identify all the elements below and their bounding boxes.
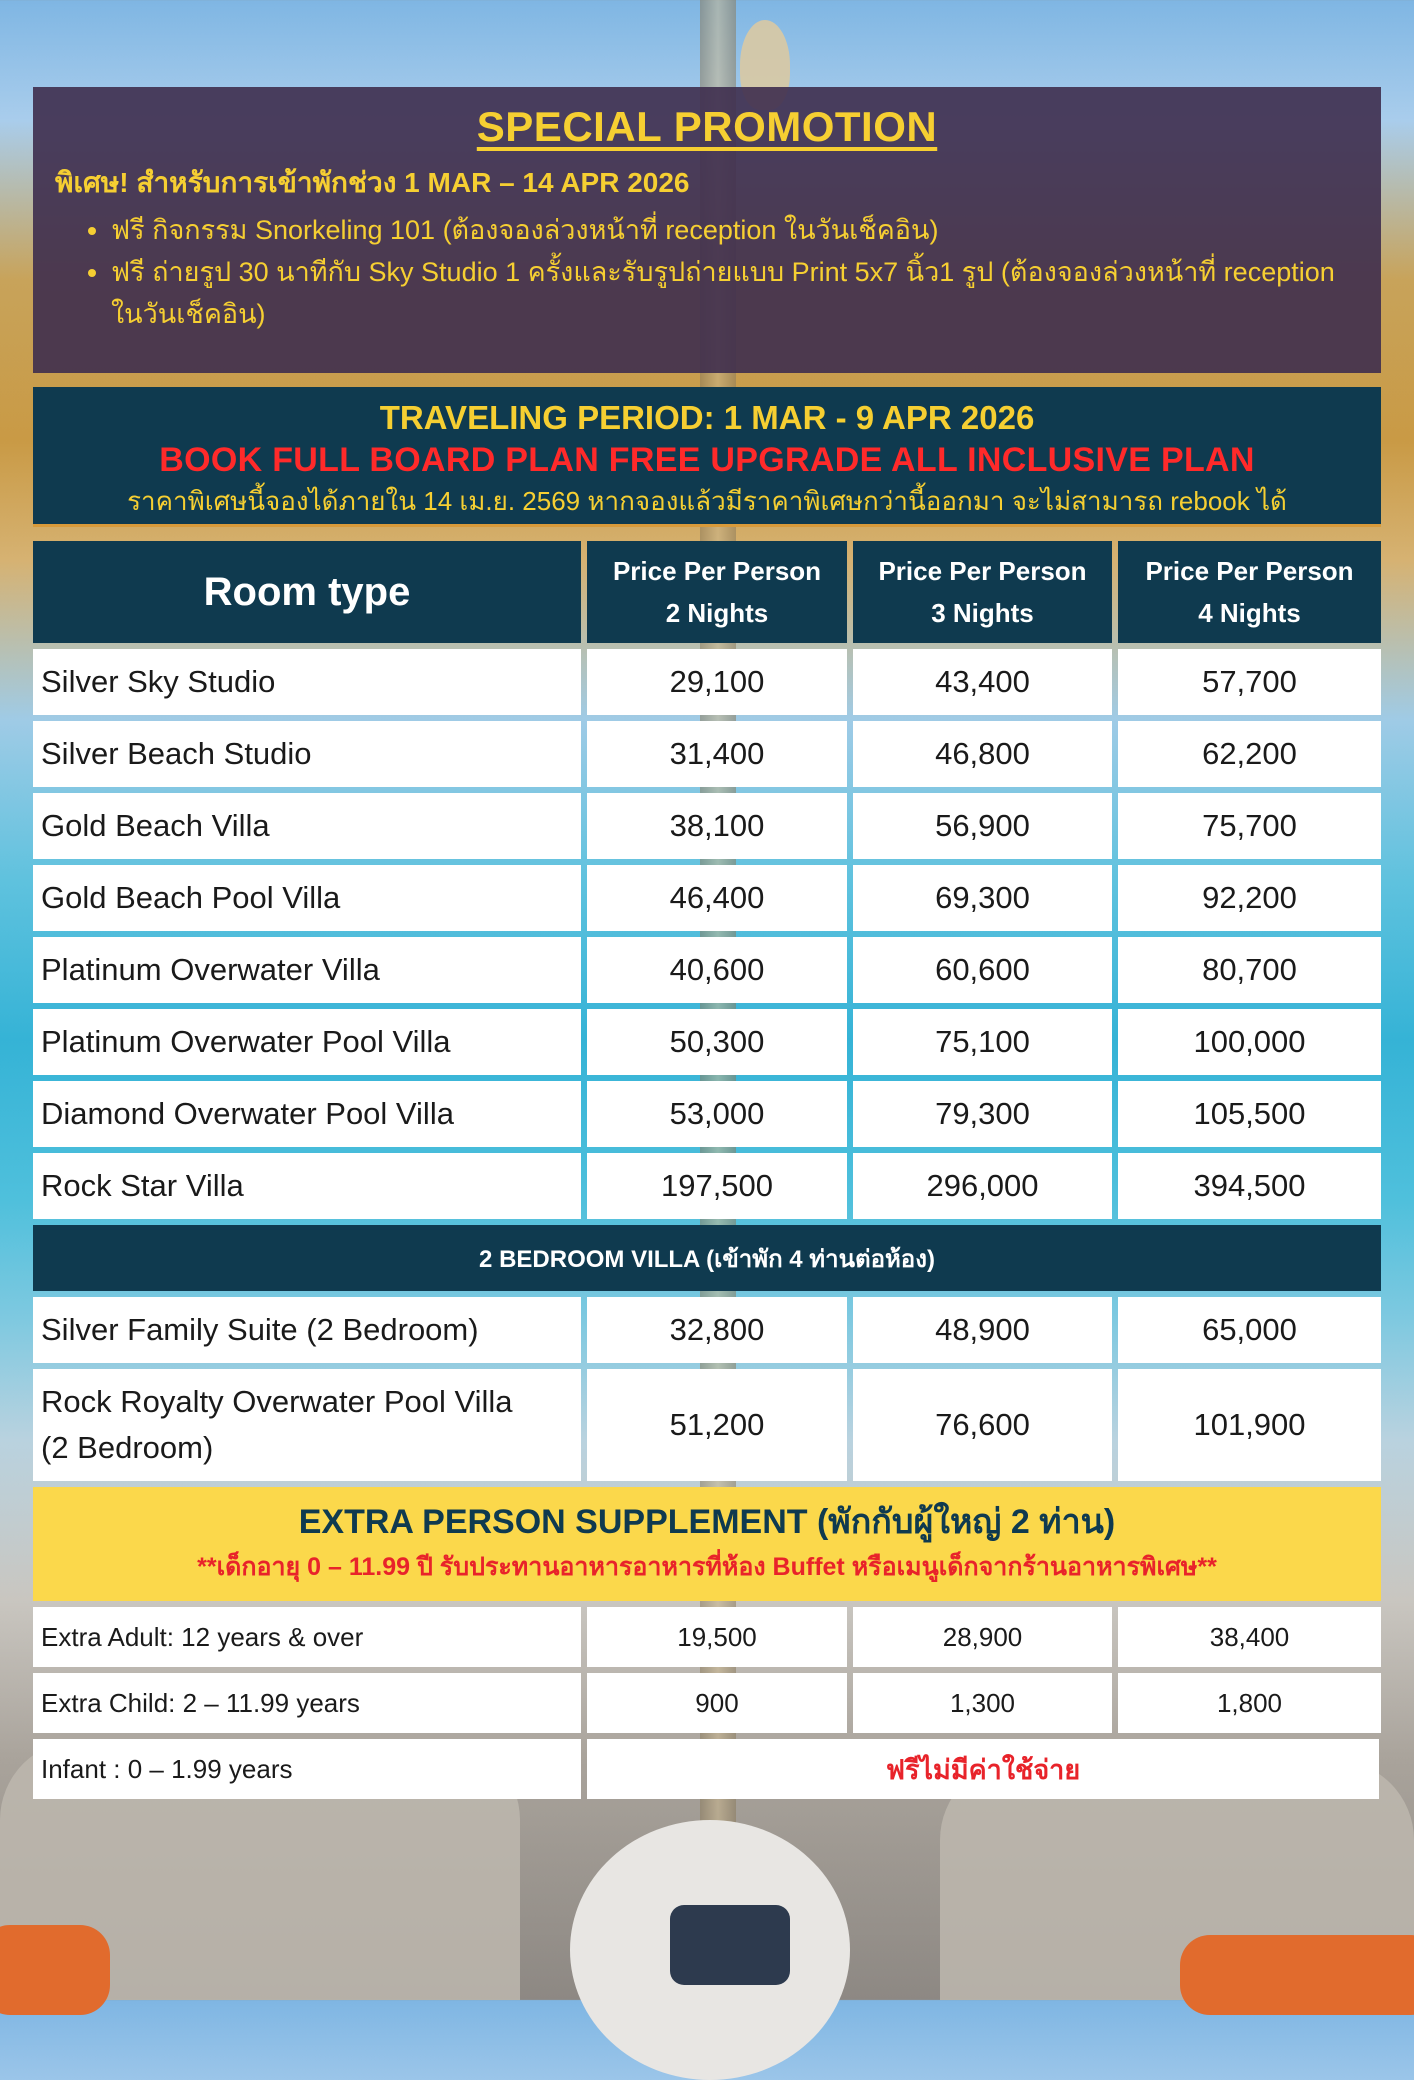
table-row: [33, 1369, 1381, 1481]
price-2-nights: 50,300: [587, 1009, 847, 1075]
supplement-name: Extra Adult: 12 years & over: [33, 1607, 581, 1667]
price-4-nights: 75,700: [1118, 793, 1381, 859]
table-row: [33, 937, 1381, 1003]
special-promotion-box: [33, 87, 1381, 373]
price-3-nights: 60,600: [853, 937, 1112, 1003]
supplement-note: **เด็กอายุ 0 – 11.99 ปี รับประทานอาหารอาหารที่ห้อง Buffet หรือเมนูเด็กจากร้านอาหารพิเศษ**: [197, 1553, 1217, 1581]
promotion-title: SPECIAL PROMOTION: [476, 103, 938, 150]
price-3-nights: 56,900: [853, 793, 1112, 859]
price-3-nights: 46,800: [853, 721, 1112, 787]
header-3-nights: [853, 541, 1112, 643]
towel-right-background: [1180, 1935, 1414, 2015]
supplement-name: Infant : 0 – 1.99 years: [33, 1739, 581, 1799]
header-nights: 3 Nights: [931, 598, 1034, 628]
price-3-nights: 296,000: [853, 1153, 1112, 1219]
price-table: [33, 541, 1381, 1799]
price-2-nights: 32,800: [587, 1297, 847, 1363]
room-name: Silver Family Suite (2 Bedroom): [33, 1297, 581, 1363]
tray-background: [670, 1905, 790, 1985]
table-row: [33, 1739, 1381, 1799]
price-4-nights: 62,200: [1118, 721, 1381, 787]
header-nights: 2 Nights: [665, 598, 769, 628]
price-4-nights: 100,000: [1118, 1009, 1381, 1075]
promotion-bullet-list: [55, 209, 1359, 335]
table-row: [33, 721, 1381, 787]
booking-condition-line: ราคาพิเศษนี้จองได้ภายใน 14 เม.ย. 2569 หากจองแล้วมีราคาพิเศษกว่านี้ออกมา จะไม่สามารถ rebook ได้: [127, 486, 1287, 516]
supplement-title: EXTRA PERSON SUPPLEMENT (พักกับผู้ใหญ่ 2 ท่าน): [298, 1503, 1116, 1541]
table-row: [33, 793, 1381, 859]
promotion-bullet: • ฟรี กิจกรรม Snorkeling 101 (ต้องจองล่วงหน้าที่ reception ในวันเช็คอิน): [111, 209, 1359, 251]
room-name: Gold Beach Pool Villa: [33, 865, 581, 931]
traveling-period-line: TRAVELING PERIOD: 1 MAR - 9 APR 2026: [379, 399, 1035, 436]
price-2-nights: 29,100: [587, 649, 847, 715]
header-label: Price Per Person: [878, 556, 1087, 586]
table-row: [33, 865, 1381, 931]
promotion-bullet: • ฟรี ถ่ายรูป 30 นาทีกับ Sky Studio 1 ครั้งและรับรูปถ่ายแบบ Print 5x7 นิ้ว1 รูป (ต้องจองล่วงหน้าที่ reception ในวันเช็คอิน): [111, 251, 1359, 335]
price-2-nights: 46,400: [587, 865, 847, 931]
price-3-nights: 75,100: [853, 1009, 1112, 1075]
price-4-nights: 38,400: [1118, 1607, 1381, 1667]
price-3-nights: 43,400: [853, 649, 1112, 715]
header-2-nights: [587, 541, 847, 643]
extra-person-supplement-banner: [33, 1487, 1381, 1601]
price-4-nights: 92,200: [1118, 865, 1381, 931]
header-4-nights: [1118, 541, 1381, 643]
room-name: Platinum Overwater Pool Villa: [33, 1009, 581, 1075]
price-3-nights: 76,600: [853, 1369, 1112, 1481]
price-2-nights: 31,400: [587, 721, 847, 787]
room-name: Gold Beach Villa: [33, 793, 581, 859]
table-row: [33, 1673, 1381, 1733]
price-4-nights: 80,700: [1118, 937, 1381, 1003]
room-name: Silver Sky Studio: [33, 649, 581, 715]
price-2-nights: 53,000: [587, 1081, 847, 1147]
header-room-type: Room type: [33, 541, 581, 643]
price-2-nights: 51,200: [587, 1369, 847, 1481]
towel-left-background: [0, 1925, 110, 2015]
table-row: [33, 1607, 1381, 1667]
price-3-nights: 48,900: [853, 1297, 1112, 1363]
table-row: [33, 1081, 1381, 1147]
price-2-nights: 900: [587, 1673, 847, 1733]
price-2-nights: 40,600: [587, 937, 847, 1003]
price-4-nights: 1,800: [1118, 1673, 1381, 1733]
upgrade-offer-line: BOOK FULL BOARD PLAN FREE UPGRADE ALL INCLUSIVE PLAN: [159, 441, 1255, 479]
price-3-nights: 1,300: [853, 1673, 1112, 1733]
table-row: [33, 1009, 1381, 1075]
table-header-row: [33, 541, 1381, 643]
room-name: [33, 1369, 581, 1481]
price-3-nights: 28,900: [853, 1607, 1112, 1667]
room-name-line: Rock Royalty Overwater Pool Villa: [41, 1384, 513, 1419]
price-2-nights: 197,500: [587, 1153, 847, 1219]
infant-free-label: ฟรีไม่มีค่าใช้จ่าย: [587, 1739, 1379, 1799]
price-4-nights: 57,700: [1118, 649, 1381, 715]
table-row: [33, 649, 1381, 715]
header-label: Price Per Person: [612, 556, 822, 586]
traveling-period-box: [33, 387, 1381, 527]
price-2-nights: 19,500: [587, 1607, 847, 1667]
promotion-subtitle: พิเศษ! สำหรับการเข้าพักช่วง 1 MAR – 14 APR 2026: [55, 167, 690, 198]
price-3-nights: 69,300: [853, 865, 1112, 931]
room-name: Platinum Overwater Villa: [33, 937, 581, 1003]
header-label: Price Per Person: [1145, 556, 1354, 586]
room-name: Silver Beach Studio: [33, 721, 581, 787]
room-name: Rock Star Villa: [33, 1153, 581, 1219]
room-name: Diamond Overwater Pool Villa: [33, 1081, 581, 1147]
table-row: [33, 1297, 1381, 1363]
promotion-flyer: [33, 87, 1381, 1799]
header-nights: 4 Nights: [1198, 598, 1301, 628]
room-name-line: (2 Bedroom): [41, 1430, 214, 1465]
price-4-nights: 65,000: [1118, 1297, 1381, 1363]
price-2-nights: 38,100: [587, 793, 847, 859]
two-bedroom-section-header: 2 BEDROOM VILLA (เข้าพัก 4 ท่านต่อห้อง): [33, 1225, 1381, 1291]
price-4-nights: 101,900: [1118, 1369, 1381, 1481]
price-4-nights: 105,500: [1118, 1081, 1381, 1147]
table-row: [33, 1153, 1381, 1219]
supplement-name: Extra Child: 2 – 11.99 years: [33, 1673, 581, 1733]
price-3-nights: 79,300: [853, 1081, 1112, 1147]
price-4-nights: 394,500: [1118, 1153, 1381, 1219]
